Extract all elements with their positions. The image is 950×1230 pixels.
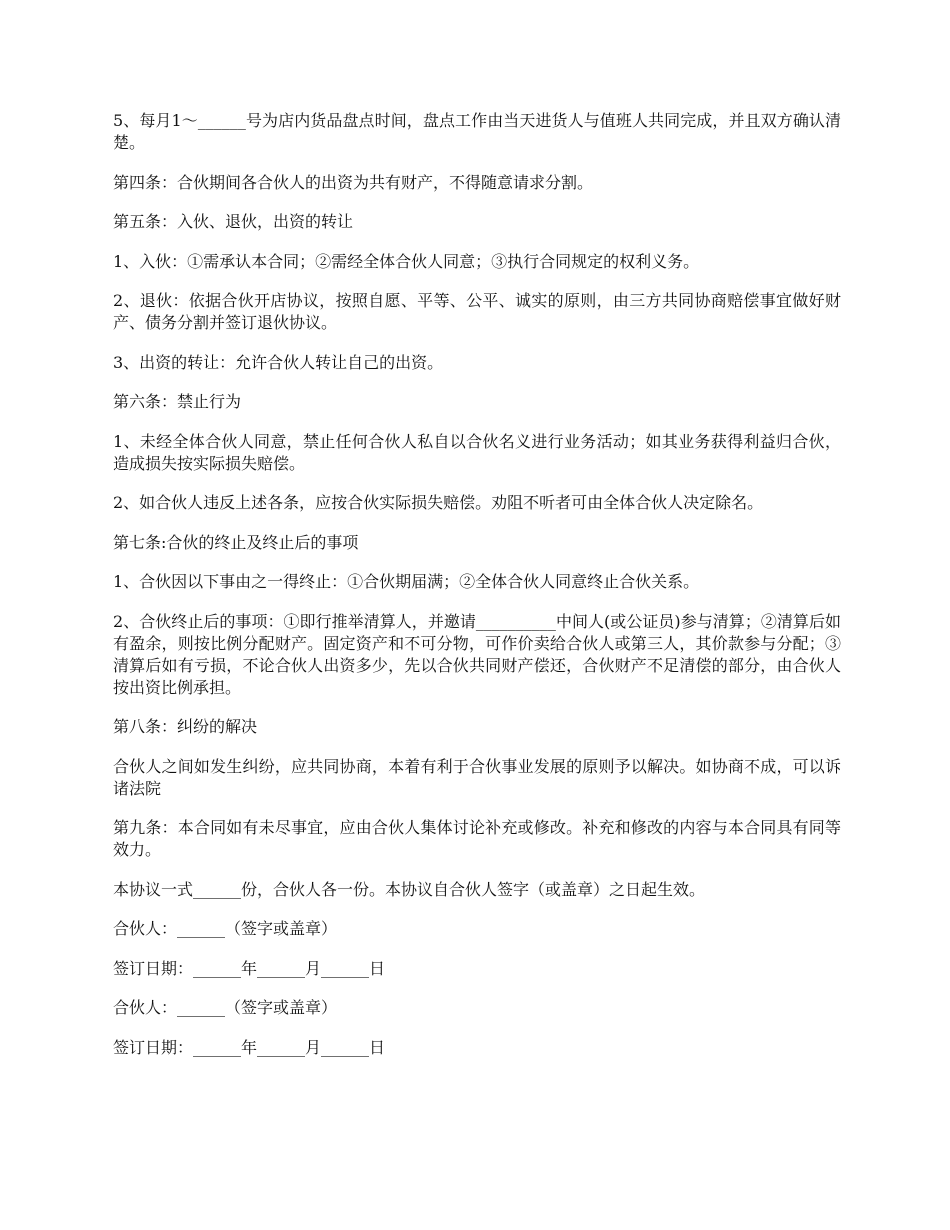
- article-7-heading: 第七条:合伙的终止及终止后的事项: [113, 532, 359, 552]
- article-6-heading: 第六条：禁止行为: [113, 392, 242, 411]
- signing-date-1: 签订日期：______年______月______日: [113, 958, 386, 978]
- article-8-body: 合伙人之间如发生纠纷，应共同协商，本着有利于合伙事业发展的原则予以解决。如协商不成，可以诉诸法院: [113, 756, 841, 798]
- article-9: 第九条：本合同如有未尽事宜，应由合伙人集体讨论补充或修改。补充和修改的内容与本合同具有同等效力。: [113, 818, 841, 859]
- article-6-item-1: 1、未经全体合伙人同意，禁止任何合伙人私自以合伙名义进行业务活动；如其业务获得利益归合伙，造成损失按实际损失赔偿。: [113, 431, 841, 473]
- article-7-item-2: 2、合伙终止后的事项：①即行推举清算人，并邀请__________中间人(或公证员)参与清算；②清算后如有盈余，则按比例分配财产。固定资产和不可分物，可作价卖给合伙人或第三人，其价款参与分配；③清算后如有亏损，不论合伙人出资多少，先以合伙共同财产偿还，合伙财产不足清偿的部分，由合伙人按出资比例承担。: [113, 611, 841, 697]
- article-7-item-1: 1、合伙因以下事由之一得终止：①合伙期届满；②全体合伙人同意终止合伙关系。: [113, 572, 700, 591]
- article-5-item-1: 1、入伙：①需承认本合同；②需经全体合伙人同意；③执行合同规定的权利义务。: [113, 251, 700, 271]
- copies-clause: 本协议一式______份，合伙人各一份。本协议自合伙人签字（或盖章）之日起生效。: [113, 879, 706, 899]
- document-page: [113, 110, 841, 1076]
- clause-5-inventory: 5、每月1～______号为店内货品盘点时间，盘点工作由当天进货人与值班人共同完成，并且双方确认清楚。: [113, 111, 841, 152]
- article-8-heading: 第八条：纠纷的解决: [113, 717, 258, 736]
- article-5-item-3: 3、出资的转让：允许合伙人转让自己的出资。: [113, 352, 444, 372]
- article-4: 第四条：合伙期间各合伙人的出资为共有财产，不得随意请求分割。: [113, 172, 594, 192]
- partner-signature-1: 合伙人：______（签字或盖章）: [113, 919, 338, 938]
- article-5-item-2: 2、退伙：依据合伙开店协议，按照自愿、平等、公平、诚实的原则，由三方共同协商赔偿事宜做好财产、债务分割并签订退伙协议。: [113, 291, 841, 332]
- signing-date-2: 签订日期：______年______月______日: [113, 1037, 386, 1057]
- article-6-item-2: 2、如合伙人违反上述各条，应按合伙实际损失赔偿。劝阻不听者可由全体合伙人决定除名。: [113, 493, 764, 512]
- partner-signature-2: 合伙人：______（签字或盖章）: [113, 998, 338, 1017]
- article-5-heading: 第五条：入伙、退伙，出资的转让: [113, 212, 354, 231]
